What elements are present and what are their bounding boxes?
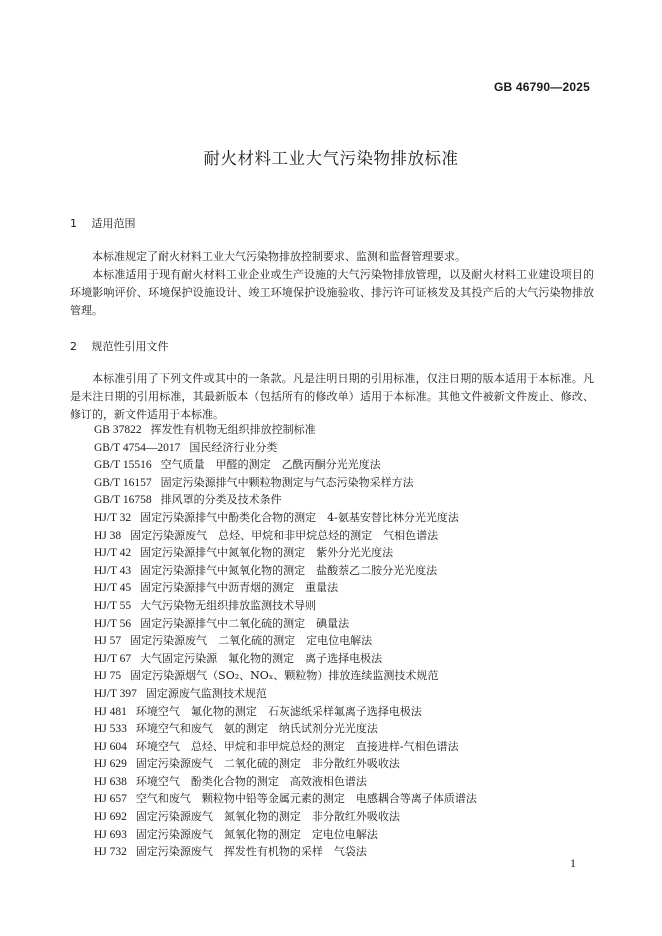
reference-item xyxy=(94,597,477,615)
reference-title: 固定污染源废气 总烃、甲烷和非甲烷总烃的测定 气相色谱法 xyxy=(130,528,439,542)
reference-code: HJ 692 xyxy=(94,811,127,824)
reference-code: HJ 657 xyxy=(94,793,127,806)
reference-title: 国民经济行业分类 xyxy=(189,440,278,454)
reference-title: 固定污染源排气中二氧化硫的测定 碘量法 xyxy=(140,616,350,630)
reference-code: HJ 629 xyxy=(94,758,127,771)
document-title: 耐火材料工业大气污染物排放标准 xyxy=(203,149,459,168)
reference-code: HJ/T 55 xyxy=(94,599,132,612)
reference-code: GB/T 15516 xyxy=(94,459,152,472)
reference-code: GB/T 16758 xyxy=(94,494,152,507)
paragraph: 本标准适用于现有耐火材料工业企业或生产设施的大气污染物排放管理，以及耐火材料工业建设项目的环境影响评价、环境保护设施设计、竣工环境保护设施验收、排污许可证核发及其投产后的大气污染物排放管理。 xyxy=(70,268,594,317)
reference-list xyxy=(94,421,477,861)
reference-code: HJ 732 xyxy=(94,846,127,859)
reference-code: GB/T 4754—2017 xyxy=(94,441,181,454)
reference-item xyxy=(94,808,477,826)
reference-code: HJ/T 32 xyxy=(94,511,132,524)
reference-item xyxy=(94,632,477,650)
reference-code: HJ 75 xyxy=(94,670,122,683)
reference-item xyxy=(94,667,477,685)
reference-title: 排风罩的分类及技术条件 xyxy=(160,493,282,507)
reference-code: HJ 604 xyxy=(94,740,127,753)
reference-item xyxy=(94,685,477,703)
reference-code: HJ 38 xyxy=(94,529,122,542)
reference-title: 固定污染源废气 氮氧化物的测定 定电位电解法 xyxy=(135,827,378,841)
reference-title: 固定污染源排气中氮氧化物的测定 盐酸萘乙二胺分光光度法 xyxy=(140,563,438,577)
reference-title: 固定污染源烟气（SO₂、NOₓ、颗粒物）排放连续监测技术规范 xyxy=(130,669,439,683)
reference-item xyxy=(94,615,477,633)
reference-title: 固定污染源废气 二氧化硫的测定 定电位电解法 xyxy=(130,634,373,648)
section-heading xyxy=(70,338,169,354)
reference-code: GB/T 16157 xyxy=(94,476,152,489)
reference-title: 固定污染源排气中氮氧化物的测定 紫外分光光度法 xyxy=(140,546,394,560)
reference-title: 固定源废气监测技术规范 xyxy=(145,686,267,700)
reference-title: 环境空气 氟化物的测定 石灰滤纸采样氟离子选择电极法 xyxy=(135,704,422,718)
standard-code: GB 46790—2025 xyxy=(494,80,590,94)
reference-code: HJ 638 xyxy=(94,775,127,788)
section-number: 2 xyxy=(70,340,77,353)
reference-title: 固定污染源排气中颗粒物测定与气态污染物采样方法 xyxy=(160,475,414,489)
reference-item xyxy=(94,474,477,492)
reference-code: HJ/T 43 xyxy=(94,564,132,577)
reference-code: HJ/T 45 xyxy=(94,582,132,595)
reference-item xyxy=(94,720,477,738)
reference-code: HJ/T 67 xyxy=(94,652,132,665)
reference-item xyxy=(94,439,477,457)
reference-item xyxy=(94,527,477,545)
reference-item xyxy=(94,790,477,808)
reference-item xyxy=(94,755,477,773)
reference-item xyxy=(94,544,477,562)
reference-title: 环境空气 总烃、甲烷和非甲烷总烃的测定 直接进样-气相色谱法 xyxy=(135,739,459,753)
reference-title: 固定污染源废气 氮氧化物的测定 非分散红外吸收法 xyxy=(135,810,400,824)
reference-item xyxy=(94,738,477,756)
reference-title: 环境空气 酚类化合物的测定 高效液相色谱法 xyxy=(135,774,367,788)
reference-item xyxy=(94,826,477,844)
section-title: 适用范围 xyxy=(91,217,136,230)
reference-title: 挥发性有机物无组织排放控制标准 xyxy=(150,423,316,436)
section-title: 规范性引用文件 xyxy=(91,340,169,353)
section-heading xyxy=(70,215,136,231)
reference-code: HJ/T 397 xyxy=(94,687,137,700)
section-number: 1 xyxy=(70,217,77,230)
reference-code: HJ 481 xyxy=(94,705,127,718)
reference-title: 固定污染源废气 二氧化硫的测定 非分散红外吸收法 xyxy=(135,757,400,771)
reference-item xyxy=(94,421,477,439)
reference-title: 空气和废气 颗粒物中铅等金属元素的测定 电感耦合等离子体质谱法 xyxy=(135,792,477,806)
reference-item xyxy=(94,579,477,597)
reference-item xyxy=(94,491,477,509)
reference-item xyxy=(94,773,477,791)
reference-item xyxy=(94,650,477,668)
reference-code: HJ 693 xyxy=(94,828,127,841)
paragraph: 本标准规定了耐火材料工业大气污染物排放控制要求、监测和监督管理要求。 xyxy=(92,250,466,263)
reference-code: HJ 533 xyxy=(94,723,127,736)
reference-item xyxy=(94,843,477,861)
reference-code: HJ/T 42 xyxy=(94,547,132,560)
reference-title: 环境空气和废气 氨的测定 纳氏试剂分光光度法 xyxy=(135,722,378,736)
reference-title: 空气质量 甲醛的测定 乙酰丙酮分光光度法 xyxy=(160,458,381,472)
reference-title: 固定污染源排气中沥青烟的测定 重量法 xyxy=(140,581,339,595)
reference-code: HJ 57 xyxy=(94,635,122,648)
reference-item xyxy=(94,456,477,474)
reference-title: 固定污染源废气 挥发性有机物的采样 气袋法 xyxy=(135,845,367,859)
reference-title: 大气固定污染源 氟化物的测定 离子选择电极法 xyxy=(140,651,383,665)
reference-item xyxy=(94,562,477,580)
reference-code: GB 37822 xyxy=(94,424,142,436)
reference-item xyxy=(94,703,477,721)
page-number: 1 xyxy=(570,856,576,870)
paragraph: 本标准引用了下列文件或其中的一条款。凡是注明日期的引用标准，仅注日期的版本适用于本标准。凡是未注日期的引用标准，其最新版本（包括所有的修改单）适用于本标准。其他文件被新文件废止、修改、修订的，新文件适用于本标准。 xyxy=(70,372,594,421)
reference-item xyxy=(94,509,477,527)
reference-title: 大气污染物无组织排放监测技术导则 xyxy=(140,598,317,612)
reference-code: HJ/T 56 xyxy=(94,617,132,630)
reference-title: 固定污染源排气中酚类化合物的测定 4-氨基安替比林分光光度法 xyxy=(140,510,459,524)
